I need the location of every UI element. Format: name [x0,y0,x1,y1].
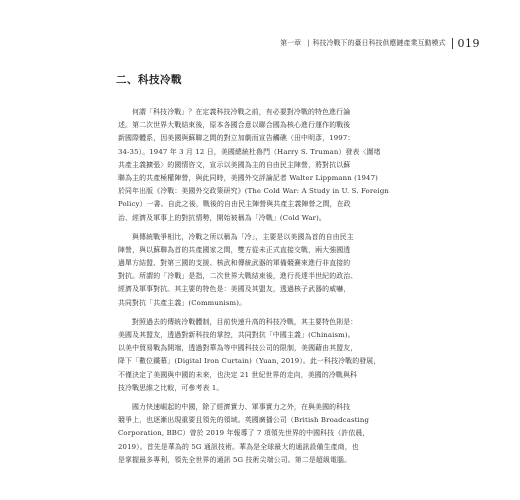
running-header [250,36,480,50]
text-line: 美國及其盟友，透過對新科技的掌控，共同對抗「中國主義」(Chinaism)。 [118,331,355,339]
text-line: 與傳統戰爭相比，冷戰之所以稱為「冷」，主要是以美國為首的自由民主 [132,232,354,241]
text-line: 新國際體系，因美國與蘇聯之間的對立加劇而宣告觸礁（田中明彥，1997： [118,134,355,143]
text-line: Corporation, BBC）曾於 2019 年報導了 7 項領先世界的中國科技（許依晨， [118,429,370,438]
text-line: 共產主義擴張〉的國情咨文，宣示以美國為主的自由民主陣營，將對抗以蘇 [118,160,351,169]
text-line: 於同年出版《冷戰：美國外交政策研究》(The Cold War: A Study in U. S. Foreign [118,187,389,196]
text-line: 34-35）。1947 年 3 月 12 日，美國總統杜魯門（Harry S. Truman）發表〈圍堵 [118,147,381,156]
header-chapter: 第一章 [280,39,302,47]
body-text [118,106,406,473]
text-line: 降下「數位鐵幕」(Digital Iron Curtain)（Yuan, 2019）。此一科技冷戰的發展， [118,357,381,366]
text-line: 不僅決定了美國與中國的未來，也決定 21 世紀世界的走向，美國的冷戰與科 [118,370,358,379]
header-separator: | [307,39,310,47]
text-line: 經濟及軍事對抗。其主要的特色是：美國及其盟友，透過核子武器的威嚇， [118,285,351,294]
text-line: 國力快速崛起的中國，除了經濟實力、軍事實力之外，在與美國的科技 [132,402,351,411]
paragraph [118,401,406,467]
text-line: 治、經濟及軍事上的對抗情勢，開始被稱為「冷戰」(Cold War)。 [118,213,326,222]
text-line: 競爭上，也逐漸出現重要且領先的領域。英國廣播公司（British Broadcasting [118,416,370,425]
text-line: 陣營，與以蘇聯為首的共產國家之間，雙方從未正式直接交戰，兩大強國透 [118,245,351,254]
header-divider [452,38,453,49]
text-line: Policy）一書。自此之後，戰後的自由民主陣營與共產主義陣營之間，在政 [118,200,351,209]
text-line: 對抗。所謂的「冷戰」是指，二次世界大戰結束後，進行長達半世紀的政治、 [118,272,358,281]
text-line: 過單方結盟、對第三國的支援、核武和傳統武器的軍備競賽來進行非直接的 [118,259,351,268]
text-line: 述。第二次世界大戰結束後，原本各國合意以聯合國為核心進行運作的戰後 [118,121,351,130]
page-number: 019 [457,36,480,50]
paragraph [118,106,406,225]
section-title: 二、科技冷戰 [116,74,182,86]
text-line: 對照過去的傳統冷戰體制，目前快速升高的科技冷戰，其主要特色則是： [132,317,358,326]
text-line: 共同對抗「共產主義」(Communism)。 [118,298,247,307]
text-line: 技冷戰思維之比較，可參考表 1。 [118,383,224,392]
text-line: 聯為主的共產極權陣營，與此同時，美國外交評論記者 Walter Lippmann (1947) [118,173,378,182]
paragraph [118,231,406,310]
text-line: 何謂「科技冷戰」？在定義科技冷戰之前，有必要對冷戰的特色進行論 [132,108,351,116]
header-title: 科技冷戰下的臺日科技供應鏈產業互動模式 [312,39,446,47]
text-line: 是掌握最多專利，領先全世界的通訊 5G 技術尖端公司。第二是超級電腦。 [118,455,352,464]
text-line: 以美中貿易戰為開端，透過對華為等中國科技公司的限制，美國藉由其盟友， [118,344,358,353]
text-line: 2019）。首先是華為的 5G 通訊技術。華為是全球最大的通訊設備生產商，也 [118,442,359,451]
paragraph [118,316,406,395]
